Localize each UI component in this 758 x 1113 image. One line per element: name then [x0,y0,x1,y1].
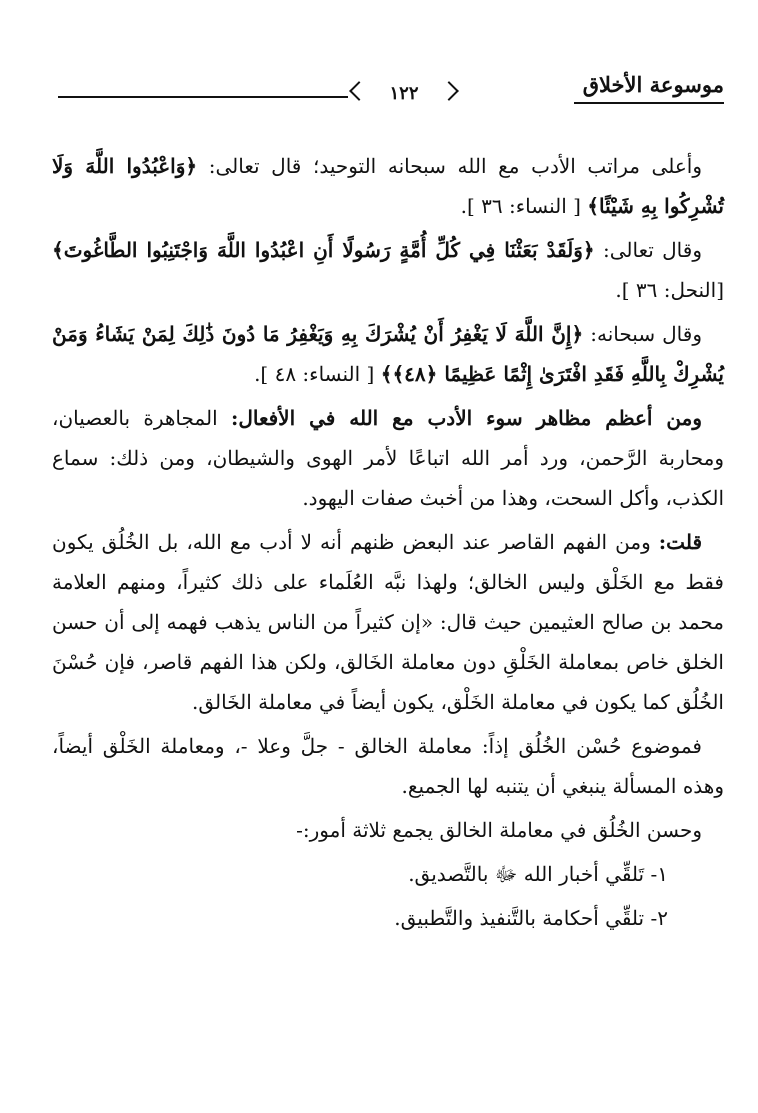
page-number: ١٢٢ [358,80,450,108]
page-body [52,146,724,942]
section-lead: قلت: [658,530,702,554]
quran-verse: ﴿إِنَّ اللَّهَ لَا يَغْفِرُ أَنْ يُشْرَكَ بِهِ وَيَغْفِرُ مَا دُونَ ذَٰلِكَ لِمَنْ يَشَاءُ وَمَنْ يُشْرِكْ بِاللَّهِ فَقَدِ افْتَرَىٰ إِثْمًا عَظِيمًا ﴿٤٨﴾﴾ [52,322,724,386]
list-item-text: ٢- تلقِّي أحكامة بالتَّنفيذ والتَّطبيق. [394,906,668,930]
paragraph [52,314,724,394]
paragraph [52,810,724,850]
verse-reference: [ النساء: ٤٨ ]. [254,362,381,386]
paragraph-text: وأعلى مراتب الأدب مع الله سبحانه التوحيد؛ قال تعالى: [197,154,702,178]
paragraph-text: وقال تعالى: [594,238,702,262]
quran-verse: ﴿وَلَقَدْ بَعَثْنَا فِي كُلِّ أُمَّةٍ رَسُولًا أَنِ اعْبُدُوا اللَّهَ وَاجْتَنِبُوا الطَّاغُوتَ﴾ [52,238,595,262]
verse-reference: [النحل: ٣٦ ]. [615,278,724,302]
list-item [52,854,724,894]
paragraph [52,726,724,806]
paragraph [52,230,724,310]
paragraph [52,398,724,518]
paragraph-text: وحسن الخُلُق في معاملة الخالق يجمع ثلاثة أمور:- [296,818,702,842]
book-title: موسوعة الأخلاق [582,72,724,97]
paragraph-text: وقال سبحانه: [583,322,702,346]
paragraph [52,146,724,226]
paragraph-text: المجاهرة بالعصيان، ومحاربة الرَّحمن، ورد أمر الله اتباعًا لأمر الهوى والشيطان، ومن ذلك: سماع الكذب، وأكل السحت، وهذا من أخبث صفات اليهود. [52,406,724,510]
list-item-text: ١- تَلقِّي أخبار الله ﷻ بالتَّصديق. [408,862,668,886]
verse-reference: [ النساء: ٣٦ ]. [460,194,588,218]
page-header [58,66,724,106]
paragraph [52,522,724,722]
paragraph-text: فموضوع حُسْن الخُلُق إذاً: معاملة الخالق - جلَّ وعلا -، ومعاملة الخَلْق أيضاً، وهذه المسألة ينبغي أن يتنبه لها الجميع. [52,734,724,798]
list-item [52,898,724,938]
header-rule [574,102,724,104]
section-lead: ومن أعظم مظاهر سوء الأدب مع الله في الأفعال: [230,406,702,430]
quran-verse: ﴿وَاعْبُدُوا اللَّهَ وَلَا تُشْرِكُوا بِهِ شَيْئًا﴾ [52,154,724,218]
paragraph-text: ومن الفهم القاصر عند البعض ظنهم أنه لا أدب مع الله، بل الخُلُق يكون فقط مع الخَلْق وليس الخالق؛ ولهذا نبَّه العُلَماء على ذلك كثيراً، ومنهم العلامة محمد بن صالح العثيمين حيث قال: «إن كثيراً من الناس يذهب فهمه إلى أن حسن الخلق خاص بمعاملة الخَلْقِ دون معاملة الخَالق، ولكن هذا الفهم قاصر، فإن حُسْنَ الخُلُق كما يكون في معاملة الخَلْق، يكون أيضاً في معاملة الخَالق. [52,530,724,714]
header-rule [58,96,348,98]
